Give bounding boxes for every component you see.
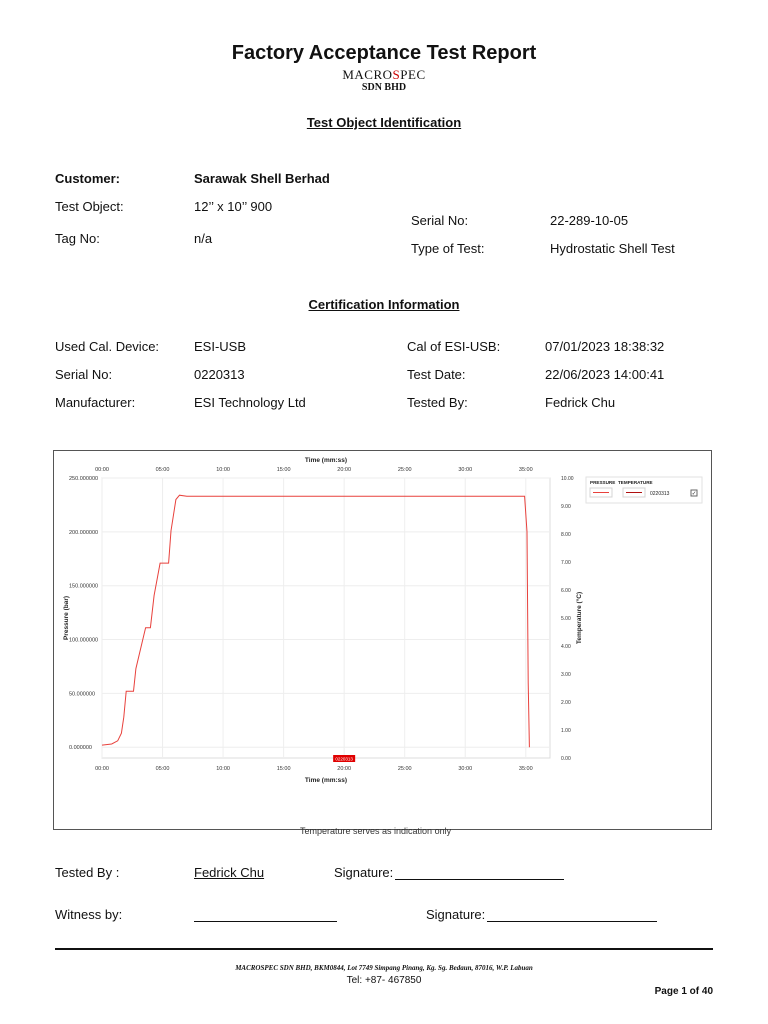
- object-serial-value: 22-289-10-05: [550, 213, 629, 228]
- test-date-label: Test Date:: [407, 367, 466, 382]
- section-certification-information: Certification Information: [308, 297, 460, 312]
- witness-name-line[interactable]: [194, 907, 337, 922]
- y2-tick-label: 0.00: [561, 756, 571, 762]
- page-number: Page 1 of 40: [654, 986, 713, 997]
- footer-divider: [55, 948, 713, 950]
- y2-tick-label: 3.00: [561, 672, 571, 678]
- x-tick-label-bottom: 30:00: [458, 766, 473, 772]
- company-subname: SDN BHD: [361, 82, 407, 93]
- x-tick-label-top: 05:00: [155, 467, 170, 473]
- tested-by-value: Fedrick Chu: [545, 395, 616, 410]
- footer-address: MACROSPEC SDN BHD, BKM0844, Lot 7749 Simpang Pinang, Kg. Sg. Bedaun, 87016, W.P. Labuan: [235, 964, 533, 972]
- manufacturer-label: Manufacturer:: [55, 395, 136, 410]
- x-tick-label-top: 00:00: [95, 467, 109, 473]
- y-tick-label: 50.000000: [69, 691, 95, 698]
- tested-by-label: Tested By:: [407, 395, 468, 410]
- legend-pressure-header: PRESSURE: [590, 480, 616, 485]
- x-tick-label-top: 20:00: [337, 467, 352, 473]
- x-axis-title-top: Time (mm:ss): [304, 457, 348, 464]
- object-serial-label: Serial No:: [411, 213, 469, 228]
- signoff-tested-name: Fedrick Chu: [194, 865, 265, 880]
- y-tick-label: 250.000000: [69, 476, 99, 482]
- brand-prefix: MACRO: [342, 67, 393, 82]
- signoff-signature-label: Signature:: [334, 865, 394, 880]
- cal-date-label: Cal of ESI-USB:: [407, 339, 501, 354]
- y2-tick-label: 1.00: [561, 728, 571, 734]
- legend-device-id: 0220313: [650, 491, 670, 497]
- x-tick-label-top: 10:00: [216, 467, 230, 473]
- y2-tick-label: 7.00: [561, 560, 571, 566]
- brand-accent: S: [392, 67, 401, 82]
- tag-no-label: Tag No:: [55, 231, 100, 246]
- x-tick-label-top: 35:00: [518, 467, 533, 473]
- type-of-test-label: Type of Test:: [411, 241, 485, 256]
- x-tick-label-bottom: 20:00: [337, 766, 352, 772]
- x-tick-label-top: 15:00: [276, 467, 291, 473]
- y2-tick-label: 8.00: [561, 532, 571, 538]
- y-axis-title: Pressure (bar): [63, 595, 70, 641]
- x-tick-label-top: 30:00: [458, 467, 473, 473]
- x-tick-label-bottom: 00:00: [95, 766, 109, 772]
- witness-signature-label: Signature:: [426, 907, 486, 922]
- plot-area: [102, 478, 550, 758]
- y2-tick-label: 6.00: [561, 588, 571, 594]
- y2-tick-label: 5.00: [561, 616, 571, 622]
- test-object-value: 12’’ x 10’’ 900: [194, 199, 273, 214]
- pressure-chart-frame: [53, 450, 712, 830]
- company-logo-text: [0, 67, 768, 83]
- x-tick-label-bottom: 15:00: [276, 766, 291, 772]
- y2-tick-label: 10.00: [561, 476, 574, 482]
- y-tick-label: 200.000000: [69, 529, 99, 536]
- chart-note: Temperature serves as indication only: [300, 826, 452, 836]
- x-tick-label-bottom: 05:00: [155, 766, 170, 772]
- cal-date-value: 07/01/2023 18:38:32: [545, 339, 665, 354]
- legend-temperature-header: TEMPERATURE: [618, 480, 653, 485]
- time-marker-label: 0220313: [335, 756, 353, 762]
- y2-tick-label: 4.00: [561, 644, 571, 650]
- section-test-object-identification: Test Object Identification: [306, 115, 462, 130]
- legend-checkbox-check-icon: ✓: [691, 491, 697, 497]
- x-tick-label-bottom: 35:00: [518, 766, 533, 772]
- footer-phone: Tel: +87- 467850: [346, 975, 422, 986]
- x-tick-label-bottom: 25:00: [397, 766, 412, 772]
- witness-label: Witness by:: [55, 907, 123, 922]
- report-title: Factory Acceptance Test Report: [231, 42, 537, 64]
- y2-tick-label: 9.00: [561, 504, 571, 510]
- y-tick-label: 0.000000: [69, 745, 92, 752]
- cal-device-value: ESI-USB: [194, 339, 247, 354]
- y2-tick-label: 2.00: [561, 700, 571, 706]
- x-tick-label-bottom: 10:00: [216, 766, 230, 772]
- x-tick-label-top: 25:00: [397, 467, 412, 473]
- device-serial-value: 0220313: [194, 367, 245, 382]
- type-of-test-value: Hydrostatic Shell Test: [550, 241, 675, 256]
- tested-signature-line[interactable]: [395, 865, 564, 880]
- x-axis-title-bottom: Time (mm:ss): [304, 777, 348, 784]
- device-serial-label: Serial No:: [55, 367, 113, 382]
- y-tick-label: 150.000000: [69, 583, 99, 590]
- y-tick-label: 100.000000: [69, 637, 99, 644]
- pressure-chart: [54, 451, 711, 829]
- manufacturer-value: ESI Technology Ltd: [194, 395, 306, 410]
- test-date-value: 22/06/2023 14:00:41: [545, 367, 665, 382]
- tag-no-value: n/a: [194, 231, 213, 246]
- brand-suffix: PEC: [400, 67, 426, 82]
- customer-value: Sarawak Shell Berhad: [194, 171, 330, 186]
- witness-signature-line[interactable]: [487, 907, 657, 922]
- test-object-label: Test Object:: [55, 199, 124, 214]
- customer-label: Customer:: [55, 171, 121, 186]
- signoff-tested-label: Tested By :: [55, 865, 120, 880]
- y2-axis-title: Temperature (°C): [576, 591, 583, 645]
- cal-device-label: Used Cal. Device:: [55, 339, 160, 354]
